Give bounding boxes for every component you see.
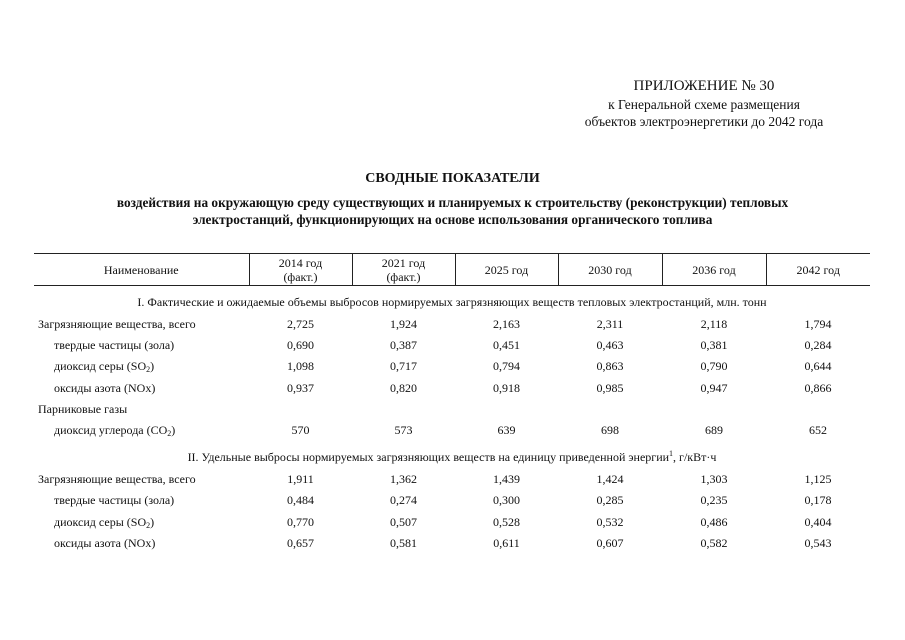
row-label-close: ) — [150, 359, 155, 374]
table-cell — [766, 399, 870, 420]
subtitle-line1: воздействия на окружающую среду существующих и планируемых к строительству (реконструкции) тепловых — [116, 195, 789, 210]
table-cell: 639 — [497, 423, 516, 438]
table-cell: 0,300 — [493, 493, 520, 508]
table-cell: 0,486 — [700, 514, 728, 529]
table-cell: 2,725 — [287, 317, 314, 332]
table-row — [34, 490, 870, 511]
table-cell: 1,125 — [804, 472, 832, 487]
row-label-text: диоксид углерода (CO — [54, 423, 168, 438]
header-2021-fact: (факт.) — [386, 269, 421, 284]
table-cell: 2,311 — [596, 317, 624, 332]
appendix-number: ПРИЛОЖЕНИЕ № 30 — [633, 78, 775, 94]
table-cell: 0,404 — [804, 514, 832, 529]
table-cell: 1,911 — [287, 472, 314, 487]
header-2042: 2042 год — [766, 254, 870, 286]
table-cell: 0,274 — [390, 493, 417, 508]
row-label: Загрязняющие вещества, всего — [38, 472, 196, 487]
table-cell: 1,424 — [596, 472, 624, 487]
section-row-1 — [34, 286, 870, 315]
table-row — [34, 469, 870, 490]
table-row — [34, 420, 870, 441]
table-cell: 652 — [809, 423, 827, 438]
header-2021 — [352, 254, 455, 286]
row-label: оксиды азота (NOx) — [54, 535, 156, 550]
table-cell: 570 — [291, 423, 310, 438]
table-cell: 0,863 — [596, 359, 624, 374]
table-header-row — [34, 254, 870, 286]
document-title: СВОДНЫЕ ПОКАЗАТЕЛИ — [365, 171, 540, 186]
row-label — [34, 356, 249, 377]
table-cell: 1,098 — [287, 359, 314, 374]
table-cell: 0,611 — [493, 535, 520, 550]
header-2014 — [249, 254, 352, 286]
document-subtitle — [40, 194, 865, 228]
section-1-title: I. Фактические и ожидаемые объемы выбросов нормируемых загрязняющих веществ тепловых электростанций, млн. тонн — [137, 294, 767, 309]
table-cell — [455, 399, 558, 420]
table-row — [34, 533, 870, 554]
table-cell: 1,303 — [700, 472, 728, 487]
section-2-text: II. Удельные выбросы нормируемых загрязняющих веществ на единицу приведенной энергии — [187, 450, 670, 465]
table-cell: 0,790 — [700, 359, 728, 374]
table-cell: 698 — [601, 423, 619, 438]
header-2014-fact: (факт.) — [283, 269, 318, 284]
table-cell: 0,235 — [700, 493, 728, 508]
table-cell: 0,387 — [390, 338, 417, 353]
table-cell: 0,690 — [287, 338, 314, 353]
table-cell: 1,362 — [390, 472, 417, 487]
table-row — [34, 314, 870, 335]
section-2-title — [34, 441, 870, 469]
row-label: оксиды азота (NOx) — [54, 380, 156, 395]
table-cell: 0,794 — [493, 359, 520, 374]
table-body — [34, 286, 870, 442]
table-cell: 2,163 — [493, 317, 520, 332]
table-cell: 0,284 — [804, 338, 832, 353]
table-cell: 0,543 — [804, 535, 832, 550]
table-cell: 0,484 — [287, 493, 314, 508]
row-label — [34, 512, 249, 533]
table-cell: 0,644 — [804, 359, 832, 374]
table-cell: 0,285 — [596, 493, 624, 508]
table-row — [34, 399, 870, 420]
table-cell: 0,866 — [804, 380, 832, 395]
table-cell: 0,820 — [390, 380, 417, 395]
table-cell — [249, 399, 352, 420]
table-cell: 0,947 — [700, 380, 728, 395]
table-cell: 2,118 — [700, 317, 728, 332]
table-cell: 573 — [394, 423, 413, 438]
row-label: Загрязняющие вещества, всего — [38, 317, 196, 332]
row-label-subscript: 2 — [167, 429, 172, 439]
subtitle-line2: электростанций, функционирующих на основе использования органического топлива — [192, 212, 713, 227]
table-cell: 0,918 — [493, 380, 520, 395]
table-cell — [662, 399, 766, 420]
footnote-mark: 1 — [669, 449, 674, 459]
row-label-text: диоксид серы (SO — [54, 359, 147, 374]
table-cell: 0,507 — [390, 514, 417, 529]
row-label: твердые частицы (зола) — [54, 493, 175, 508]
header-2025: 2025 год — [455, 254, 558, 286]
table-cell: 1,439 — [493, 472, 520, 487]
table-cell: 0,532 — [596, 514, 624, 529]
row-label — [34, 420, 249, 441]
table-cell: 0,528 — [493, 514, 520, 529]
appendix-block — [559, 76, 849, 130]
header-2036: 2036 год — [662, 254, 766, 286]
table-cell: 0,985 — [596, 380, 624, 395]
row-label-close: ) — [171, 423, 176, 438]
table-cell: 0,178 — [804, 493, 832, 508]
header-2030: 2030 год — [558, 254, 662, 286]
table-cell — [352, 399, 455, 420]
appendix-ref-line1: к Генеральной схеме размещения — [608, 97, 800, 112]
table-cell: 0,717 — [390, 359, 417, 374]
table-body-2 — [34, 441, 870, 554]
table-cell — [558, 399, 662, 420]
table-row — [34, 378, 870, 399]
table-row — [34, 335, 870, 356]
table-cell: 0,770 — [287, 514, 314, 529]
table-cell: 0,582 — [700, 535, 728, 550]
table-cell: 689 — [705, 423, 723, 438]
table-cell: 0,581 — [390, 535, 417, 550]
indicators-table — [34, 253, 870, 554]
table-cell: 1,794 — [804, 317, 832, 332]
table-row — [34, 512, 870, 533]
row-label-subscript: 2 — [146, 520, 151, 530]
appendix-ref-line2: объектов электроэнергетики до 2042 года — [584, 114, 824, 129]
header-2014-year: 2014 год — [278, 255, 323, 270]
row-label-text: диоксид серы (SO — [54, 514, 147, 529]
header-name: Наименование — [34, 254, 249, 286]
table-cell: 0,463 — [596, 338, 624, 353]
section-2-unit: , г/кВт·ч — [673, 450, 717, 465]
table-cell: 0,381 — [700, 338, 728, 353]
row-label: Парниковые газы — [38, 401, 128, 416]
table-cell: 1,924 — [390, 317, 417, 332]
row-label-subscript: 2 — [146, 365, 151, 375]
section-row-2 — [34, 441, 870, 469]
table-row — [34, 356, 870, 377]
table-cell: 0,657 — [287, 535, 314, 550]
table-cell: 0,607 — [596, 535, 624, 550]
table-cell: 0,451 — [493, 338, 520, 353]
table-cell: 0,937 — [287, 380, 314, 395]
header-2021-year: 2021 год — [381, 255, 426, 270]
row-label: твердые частицы (зола) — [54, 338, 175, 353]
row-label-close: ) — [150, 514, 155, 529]
